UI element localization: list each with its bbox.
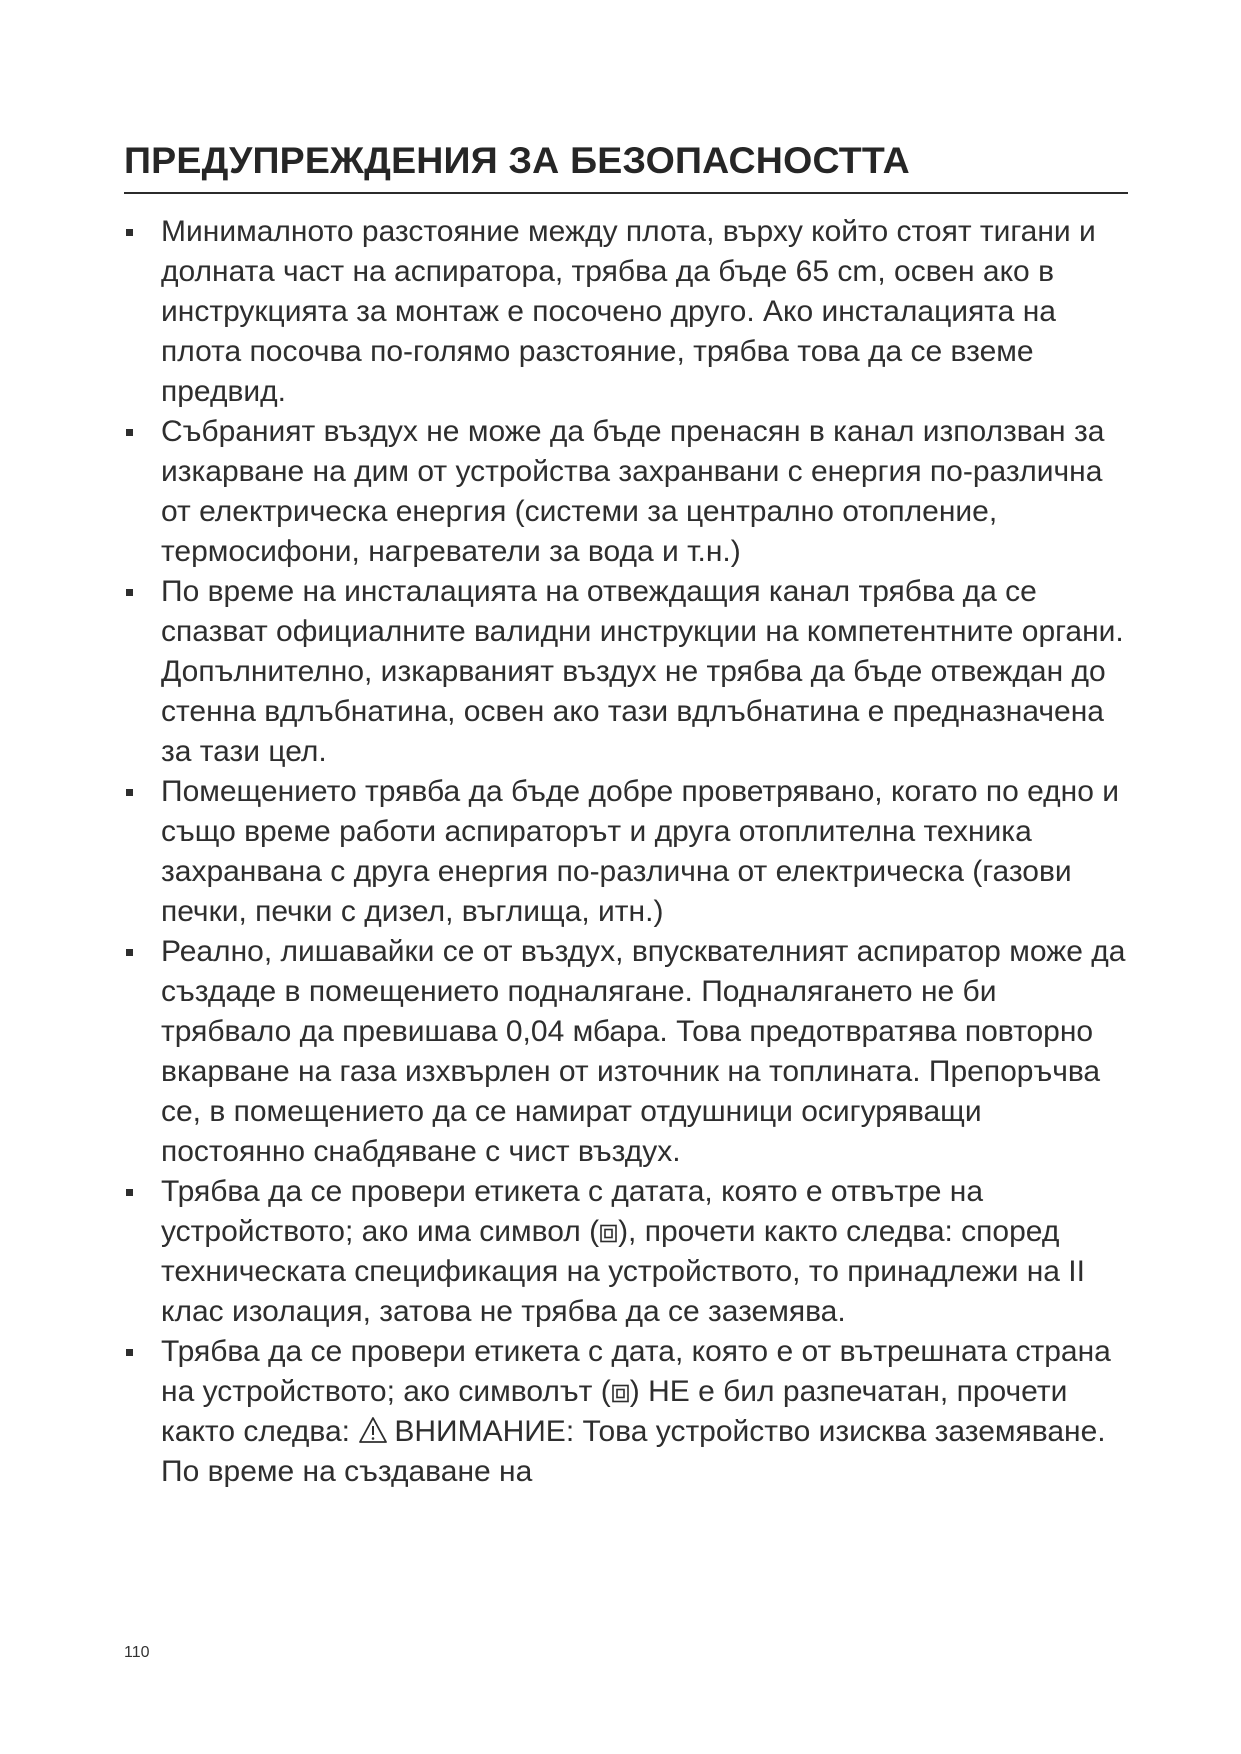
list-item-text: Реално, лишавайки се от въздух, впусквателният аспиратор може да създаде в помещението подналягане. Подналягането не би трябвало да превишава 0,04 мбара. Това предотвратява повторно вкарване на газа изхвърлен от източник на топлината. Препоръчва се, в помещението да се намират отдушници осигуряващи постоянно снабдяване с чист въздух.	[161, 935, 1126, 1168]
double-square-class-ii-icon	[600, 1224, 617, 1243]
list-item-text	[161, 1332, 1134, 1492]
bullet-icon	[126, 589, 133, 596]
page-number: 110	[124, 1644, 150, 1661]
warning-triangle-icon	[358, 1416, 388, 1444]
list-item-text	[161, 1172, 1134, 1332]
page-title: ПРЕДУПРЕЖДЕНИЯ ЗА БЕЗОПАСНОСТТА	[124, 139, 910, 181]
list-item	[124, 412, 1134, 572]
list-item-text: Събраният въздух не може да бъде пренасян в канал използван за изкарване на дим от устройства захранвани с енергия по-различна от електрическа енергия (системи за централно отопление, термосифони, нагреватели за вода и т.н.)	[161, 415, 1105, 568]
list-item	[124, 212, 1134, 412]
safety-warnings-list	[124, 212, 1134, 1492]
title-underline	[124, 192, 1128, 194]
text-segment: ), прочети както следва: според техническата спецификация на устройството, то принадлежи на II клас изолация, затова не трябва да се заземява.	[161, 1215, 1085, 1328]
bullet-icon	[126, 1189, 133, 1196]
double-square-class-ii-icon	[612, 1384, 629, 1403]
text-segment: ВНИМАНИЕ: Това устройство изисква заземяване. По време на създаване на	[161, 1415, 1106, 1488]
bullet-icon	[126, 949, 133, 956]
list-item-text: По време на инсталацията на отвеждащия канал трябва да се спазват официалните валидни инструкции на компетентните органи. Допълнително, изкарваният въздух не трябва да бъде отвеждан до стенна вдлъбнатина, освен ако тази вдлъбнатина е предназначена за тази цел.	[161, 575, 1124, 768]
list-item	[124, 932, 1134, 1172]
list-item	[124, 1332, 1134, 1492]
bullet-icon	[126, 229, 133, 236]
bullet-icon	[126, 789, 133, 796]
list-item	[124, 772, 1134, 932]
list-item	[124, 1172, 1134, 1332]
list-item-text: Помещението трявба да бъде добре проветрявано, когато по едно и също време работи аспираторът и друга отоплителна техника захранвана с друга енергия по-различна от електрическа (газови печки, печки с дизел, въглища, итн.)	[161, 775, 1119, 928]
list-item-text: Минималното разстояние между плота, върху който стоят тигани и долната част на аспиратора, трябва да бъде 65 cm, освен ако в инструкцията за монтаж е посочено друго. Ако инсталацията на плота посочва по-голямо разстояние, трябва това да се вземе предвид.	[161, 215, 1096, 408]
text-segment: Трябва да се провери етикета с датата, която е отвътре на устройството; ако има символ (	[161, 1175, 984, 1248]
list-item	[124, 572, 1134, 772]
bullet-icon	[126, 1349, 133, 1356]
text-segment: ) НЕ е бил разпечатан, прочети както следва:	[161, 1375, 1068, 1448]
text-segment: Трябва да се провери етикета с дата, която е от вътрешната страна на устройството; ако символът (	[161, 1335, 1111, 1408]
bullet-icon	[126, 429, 133, 436]
